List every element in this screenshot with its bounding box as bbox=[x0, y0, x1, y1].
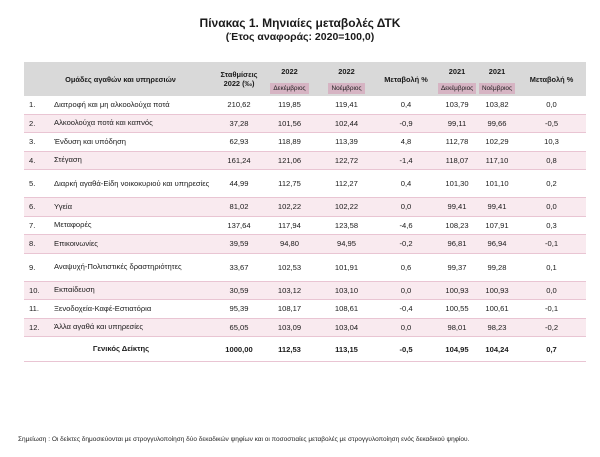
table-row bbox=[24, 96, 586, 114]
row-dec-2022: 121,06 bbox=[261, 151, 318, 170]
header-2022-dec-year: 2022 bbox=[261, 62, 318, 80]
row-dec-2021: 98,01 bbox=[437, 318, 477, 337]
row-nov-2021: 117,10 bbox=[477, 151, 517, 170]
row-change-2021: 0,3 bbox=[517, 216, 586, 235]
row-dec-2022: 112,75 bbox=[261, 170, 318, 198]
row-number: 11. bbox=[24, 300, 52, 319]
row-name: Υγεία bbox=[52, 198, 217, 217]
header-2021-nov-cell bbox=[477, 80, 517, 96]
row-weight: 137,64 bbox=[217, 216, 261, 235]
row-weight: 95,39 bbox=[217, 300, 261, 319]
row-number: 5. bbox=[24, 170, 52, 198]
row-change-2021: -0,2 bbox=[517, 318, 586, 337]
header-2021-dec: Δεκέμβριος bbox=[438, 83, 476, 94]
row-number: 3. bbox=[24, 133, 52, 152]
row-change-2022: -1,4 bbox=[375, 151, 437, 170]
total-change-2021: 0,7 bbox=[517, 337, 586, 362]
row-dec-2022: 108,17 bbox=[261, 300, 318, 319]
row-weight: 65,05 bbox=[217, 318, 261, 337]
row-name: Ξενοδοχεία-Καφέ-Εστιατόρια bbox=[52, 300, 217, 319]
row-change-2022: 4,8 bbox=[375, 133, 437, 152]
row-dec-2021: 100,55 bbox=[437, 300, 477, 319]
total-nov-2022: 113,15 bbox=[318, 337, 375, 362]
row-dec-2022: 103,12 bbox=[261, 281, 318, 300]
row-weight: 44,99 bbox=[217, 170, 261, 198]
row-weight: 33,67 bbox=[217, 253, 261, 281]
row-change-2021: 0,0 bbox=[517, 96, 586, 114]
table-subtitle: (Έτος αναφοράς: 2020=100,0) bbox=[225, 31, 375, 43]
row-dec-2022: 102,22 bbox=[261, 198, 318, 217]
row-nov-2022: 102,44 bbox=[318, 114, 375, 133]
row-change-2022: -4,6 bbox=[375, 216, 437, 235]
row-change-2021: 10,3 bbox=[517, 133, 586, 152]
row-number: 12. bbox=[24, 318, 52, 337]
row-weight: 30,59 bbox=[217, 281, 261, 300]
row-nov-2021: 96,94 bbox=[477, 235, 517, 254]
header-change-2022: Μεταβολή % bbox=[375, 62, 437, 96]
table-row bbox=[24, 235, 586, 254]
row-dec-2022: 117,94 bbox=[261, 216, 318, 235]
table-row bbox=[24, 253, 586, 281]
total-nov-2021: 104,24 bbox=[477, 337, 517, 362]
row-nov-2021: 100,61 bbox=[477, 300, 517, 319]
row-nov-2022: 103,04 bbox=[318, 318, 375, 337]
header-2021-nov: Νοέμβριος bbox=[479, 83, 515, 94]
header-weights: Σταθμίσεις 2022 (‰) bbox=[217, 62, 261, 96]
total-dec-2022: 112,53 bbox=[261, 337, 318, 362]
row-nov-2021: 102,29 bbox=[477, 133, 517, 152]
header-2021-dec-year: 2021 bbox=[437, 62, 477, 80]
row-number: 7. bbox=[24, 216, 52, 235]
row-name: Διαρκή αγαθά-Είδη νοικοκυριού και υπηρεσίες bbox=[52, 170, 217, 198]
header-group: Ομάδες αγαθών και υπηρεσιών bbox=[24, 62, 217, 96]
header-2021-nov-year: 2021 bbox=[477, 62, 517, 80]
row-change-2021: -0,5 bbox=[517, 114, 586, 133]
row-dec-2022: 119,85 bbox=[261, 96, 318, 114]
row-dec-2022: 118,89 bbox=[261, 133, 318, 152]
total-weight: 1000,00 bbox=[217, 337, 261, 362]
row-number: 9. bbox=[24, 253, 52, 281]
row-dec-2021: 100,93 bbox=[437, 281, 477, 300]
row-nov-2022: 119,41 bbox=[318, 96, 375, 114]
row-name: Αναψυχή-Πολιτιστικές δραστηριότητες bbox=[52, 253, 217, 281]
row-nov-2022: 113,39 bbox=[318, 133, 375, 152]
row-change-2022: -0,4 bbox=[375, 300, 437, 319]
row-weight: 37,28 bbox=[217, 114, 261, 133]
row-name: Αλκοολούχα ποτά και καπνός bbox=[52, 114, 217, 133]
header-2022-dec-cell bbox=[261, 80, 318, 96]
row-nov-2022: 112,27 bbox=[318, 170, 375, 198]
header-2022-nov-cell bbox=[318, 80, 375, 96]
row-change-2021: 0,0 bbox=[517, 281, 586, 300]
row-name: Εκπαίδευση bbox=[52, 281, 217, 300]
row-dec-2021: 99,41 bbox=[437, 198, 477, 217]
header-2021-dec-cell bbox=[437, 80, 477, 96]
row-nov-2022: 94,95 bbox=[318, 235, 375, 254]
row-number: 1. bbox=[24, 96, 52, 114]
total-name: Γενικός Δείκτης bbox=[24, 337, 217, 362]
row-dec-2022: 101,56 bbox=[261, 114, 318, 133]
row-nov-2021: 99,41 bbox=[477, 198, 517, 217]
table-row bbox=[24, 300, 586, 319]
row-dec-2022: 94,80 bbox=[261, 235, 318, 254]
row-name: Ένδυση και υπόδηση bbox=[52, 133, 217, 152]
row-nov-2022: 102,22 bbox=[318, 198, 375, 217]
row-nov-2022: 101,91 bbox=[318, 253, 375, 281]
row-change-2022: 0,4 bbox=[375, 170, 437, 198]
row-change-2022: -0,2 bbox=[375, 235, 437, 254]
row-dec-2021: 99,37 bbox=[437, 253, 477, 281]
row-nov-2022: 108,61 bbox=[318, 300, 375, 319]
row-number: 10. bbox=[24, 281, 52, 300]
row-change-2022: 0,0 bbox=[375, 198, 437, 217]
row-change-2022: 0,4 bbox=[375, 96, 437, 114]
total-dec-2021: 104,95 bbox=[437, 337, 477, 362]
row-nov-2022: 123,58 bbox=[318, 216, 375, 235]
row-dec-2021: 96,81 bbox=[437, 235, 477, 254]
row-nov-2021: 101,10 bbox=[477, 170, 517, 198]
row-change-2022: 0,0 bbox=[375, 318, 437, 337]
row-nov-2021: 107,91 bbox=[477, 216, 517, 235]
cpi-table bbox=[24, 62, 586, 362]
row-change-2021: -0,1 bbox=[517, 300, 586, 319]
row-name: Επικοινωνίες bbox=[52, 235, 217, 254]
row-nov-2021: 99,28 bbox=[477, 253, 517, 281]
row-dec-2021: 99,11 bbox=[437, 114, 477, 133]
row-change-2021: 0,0 bbox=[517, 198, 586, 217]
header-2022-nov-year: 2022 bbox=[318, 62, 375, 80]
row-weight: 62,93 bbox=[217, 133, 261, 152]
table-title: Πίνακας 1. Μηνιαίες μεταβολές ΔΤΚ bbox=[199, 16, 401, 30]
row-nov-2021: 99,66 bbox=[477, 114, 517, 133]
row-dec-2022: 103,09 bbox=[261, 318, 318, 337]
row-weight: 161,24 bbox=[217, 151, 261, 170]
row-change-2022: -0,9 bbox=[375, 114, 437, 133]
total-change-2022: -0,5 bbox=[375, 337, 437, 362]
row-change-2021: -0,1 bbox=[517, 235, 586, 254]
table-row bbox=[24, 318, 586, 337]
row-dec-2022: 102,53 bbox=[261, 253, 318, 281]
table-row bbox=[24, 170, 586, 198]
row-number: 8. bbox=[24, 235, 52, 254]
row-dec-2021: 118,07 bbox=[437, 151, 477, 170]
table-row bbox=[24, 216, 586, 235]
row-name: Διατροφή και μη αλκοολούχα ποτά bbox=[52, 96, 217, 114]
table-row bbox=[24, 114, 586, 133]
row-name: Άλλα αγαθά και υπηρεσίες bbox=[52, 318, 217, 337]
row-change-2022: 0,0 bbox=[375, 281, 437, 300]
total-row bbox=[24, 337, 586, 362]
row-change-2022: 0,6 bbox=[375, 253, 437, 281]
row-nov-2021: 98,23 bbox=[477, 318, 517, 337]
header-change-2021: Μεταβολή % bbox=[517, 62, 586, 96]
table-row bbox=[24, 198, 586, 217]
row-weight: 39,59 bbox=[217, 235, 261, 254]
row-nov-2022: 103,10 bbox=[318, 281, 375, 300]
row-dec-2021: 108,23 bbox=[437, 216, 477, 235]
header-2022-dec: Δεκέμβριος bbox=[270, 83, 308, 94]
row-number: 6. bbox=[24, 198, 52, 217]
table-row bbox=[24, 133, 586, 152]
row-name: Μεταφορές bbox=[52, 216, 217, 235]
row-weight: 81,02 bbox=[217, 198, 261, 217]
row-number: 4. bbox=[24, 151, 52, 170]
table-row bbox=[24, 151, 586, 170]
footnote: Σημείωση : Οι δείκτες δημοσιεύονται με στρογγυλοποίηση δύο δεκαδικών ψηφίων και οι ποσοστιαίες μεταβολές με στρογγυλοποίηση ενός δεκαδικού ψηφίου. bbox=[18, 436, 470, 443]
row-dec-2021: 101,30 bbox=[437, 170, 477, 198]
row-name: Στέγαση bbox=[52, 151, 217, 170]
row-change-2021: 0,8 bbox=[517, 151, 586, 170]
row-nov-2021: 103,82 bbox=[477, 96, 517, 114]
header-2022-nov: Νοέμβριος bbox=[328, 83, 364, 94]
row-change-2021: 0,2 bbox=[517, 170, 586, 198]
row-nov-2021: 100,93 bbox=[477, 281, 517, 300]
row-weight: 210,62 bbox=[217, 96, 261, 114]
row-dec-2021: 112,78 bbox=[437, 133, 477, 152]
row-change-2021: 0,1 bbox=[517, 253, 586, 281]
row-dec-2021: 103,79 bbox=[437, 96, 477, 114]
row-nov-2022: 122,72 bbox=[318, 151, 375, 170]
table-row bbox=[24, 281, 586, 300]
row-number: 2. bbox=[24, 114, 52, 133]
